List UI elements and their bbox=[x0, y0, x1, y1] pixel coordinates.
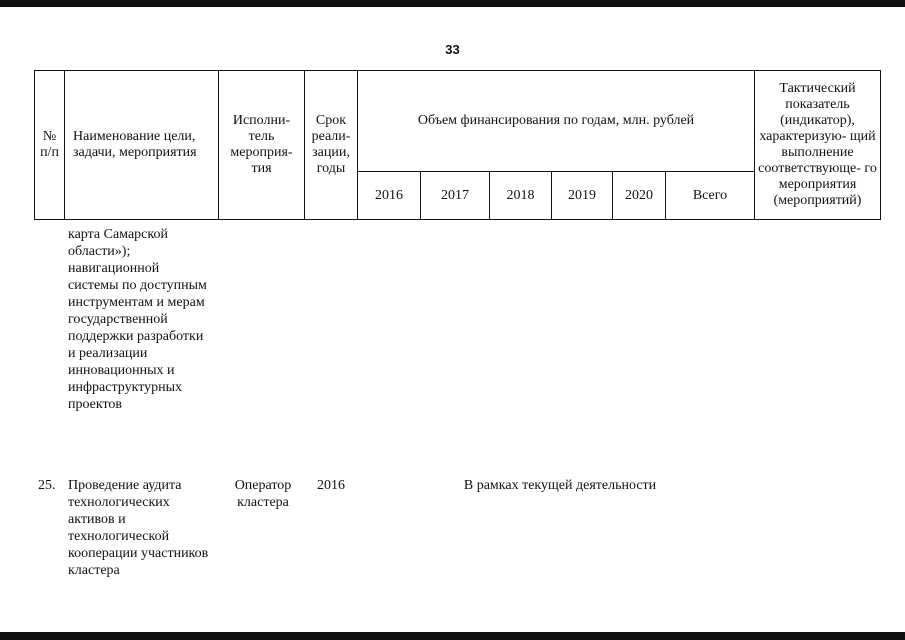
continuation-text: карта Самарской области»); навигационной системы по доступным инструментам и мерам государственной поддержки разработки и реализации инновационных и инфраструктурных проектов bbox=[68, 227, 207, 412]
header-col-indicator: Тактический показатель (индикатор), характеризую- щий выполнение соответствующе- го мероприятия (мероприятий) bbox=[755, 71, 881, 220]
row-25-number: 25. bbox=[38, 478, 56, 493]
row-25-executor: Оператор кластера bbox=[234, 478, 292, 510]
header-col-funding: Объем финансирования по годам, млн. рублей bbox=[358, 71, 755, 172]
row-25-funding: В рамках текущей деятельности bbox=[463, 478, 657, 493]
header-year-2019: 2019 bbox=[552, 172, 613, 220]
table-header bbox=[34, 70, 881, 220]
header-year-2018: 2018 bbox=[490, 172, 552, 220]
row-25-term: 2016 bbox=[317, 478, 345, 493]
header-year-2016: 2016 bbox=[358, 172, 421, 220]
header-col-name: Наименование цели, задачи, мероприятия bbox=[65, 71, 219, 220]
top-border-bar bbox=[0, 0, 905, 7]
bottom-border-bar bbox=[0, 632, 905, 640]
header-total: Всего bbox=[666, 172, 755, 220]
header-col-term: Срок реали- зации, годы bbox=[305, 71, 358, 220]
header-col-number: № п/п bbox=[35, 71, 65, 220]
header-year-2017: 2017 bbox=[421, 172, 490, 220]
row-25-name: Проведение аудита технологических активов и технологической кооперации участников кластера bbox=[68, 478, 209, 578]
page-number: 33 bbox=[445, 42, 460, 57]
header-year-2020: 2020 bbox=[613, 172, 666, 220]
header-col-executor: Исполни- тель мероприя- тия bbox=[219, 71, 305, 220]
